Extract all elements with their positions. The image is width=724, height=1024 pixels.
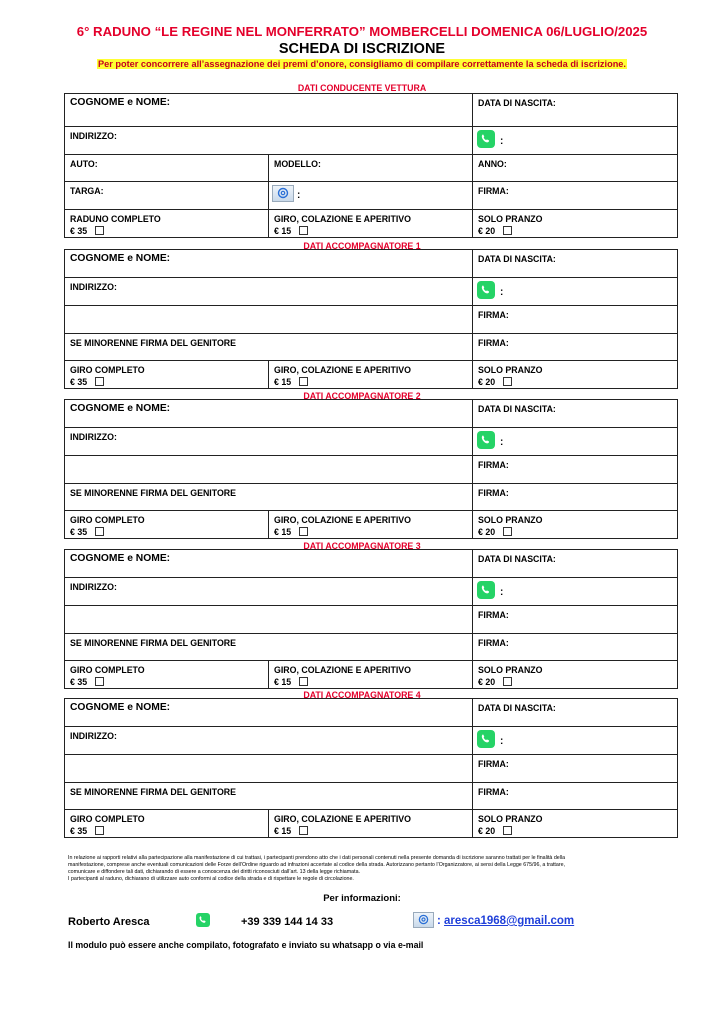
companion-option-tour-label: GIRO, COLAZIONE E APERITIVO bbox=[274, 665, 412, 675]
checkbox[interactable] bbox=[503, 826, 512, 835]
companion-birth-field[interactable] bbox=[473, 550, 678, 578]
companion-name-field[interactable] bbox=[65, 400, 473, 428]
driver-name-field[interactable] bbox=[65, 94, 473, 127]
checkbox[interactable] bbox=[503, 677, 512, 686]
companion-minor-label: SE MINORENNE FIRMA DEL GENITORE bbox=[70, 638, 237, 648]
companion-phone-field[interactable] bbox=[473, 428, 678, 456]
companion-option-lunch-price: € 20 bbox=[478, 826, 496, 836]
companion-option-full bbox=[65, 661, 269, 689]
companion-signature-label: FIRMA: bbox=[478, 460, 509, 470]
companion-signature-label: FIRMA: bbox=[478, 610, 509, 620]
driver-phone-field[interactable] bbox=[473, 127, 678, 155]
companion-name-label: COGNOME e NOME: bbox=[70, 702, 171, 713]
checkbox[interactable] bbox=[299, 527, 308, 536]
checkbox[interactable] bbox=[95, 826, 104, 835]
companion-address-label: INDIRIZZO: bbox=[70, 731, 117, 741]
companion-option-tour-price: € 15 bbox=[274, 826, 292, 836]
companion-signature-label: FIRMA: bbox=[478, 310, 509, 320]
companion-2-form-table bbox=[64, 399, 678, 539]
checkbox[interactable] bbox=[299, 377, 308, 386]
driver-option-full-label: RADUNO COMPLETO bbox=[70, 214, 161, 224]
checkbox[interactable] bbox=[299, 677, 308, 686]
companion-phone-field[interactable] bbox=[473, 727, 678, 755]
driver-phone-colon: : bbox=[500, 136, 504, 147]
companion-option-tour-label: GIRO, COLAZIONE E APERITIVO bbox=[274, 814, 412, 824]
section-title-companion-2: DATI ACCOMPAGNATORE 2 bbox=[303, 391, 421, 401]
driver-plate-field[interactable] bbox=[65, 182, 269, 210]
companion-birth-field[interactable] bbox=[473, 250, 678, 278]
section-title-companion-4: DATI ACCOMPAGNATORE 4 bbox=[303, 690, 421, 700]
companion-option-full-label: GIRO COMPLETO bbox=[70, 814, 145, 824]
companion-option-lunch-price: € 20 bbox=[478, 527, 496, 537]
section-title-driver: DATI CONDUCENTE VETTURA bbox=[297, 83, 427, 93]
companion-1-form-table bbox=[64, 249, 678, 389]
companion-birth-label: DATA DI NASCITA: bbox=[478, 554, 556, 564]
companion-option-lunch-label: SOLO PRANZO bbox=[478, 665, 543, 675]
email-icon bbox=[272, 185, 294, 202]
driver-car-label: AUTO: bbox=[70, 159, 98, 169]
contact-name: Roberto Aresca bbox=[68, 916, 150, 928]
companion-option-full-price: € 35 bbox=[70, 377, 88, 387]
companion-signature-field[interactable] bbox=[473, 755, 678, 783]
companion-name-label: COGNOME e NOME: bbox=[70, 403, 171, 414]
driver-address-field[interactable] bbox=[65, 127, 473, 155]
notice-highlight: Per poter concorrere all’assegnazione dei premi d’onore, consigliamo di compilare correttamente la scheda di iscrizione. bbox=[98, 59, 626, 69]
companion-address-line2[interactable] bbox=[65, 755, 473, 783]
companion-phone-field[interactable] bbox=[473, 278, 678, 306]
companion-minor-field[interactable] bbox=[65, 783, 473, 810]
driver-option-full-price: € 35 bbox=[70, 226, 88, 236]
driver-car-field[interactable] bbox=[65, 155, 269, 182]
companion-address-line2[interactable] bbox=[65, 606, 473, 634]
companion-option-lunch-label: SOLO PRANZO bbox=[478, 814, 543, 824]
checkbox[interactable] bbox=[503, 226, 512, 235]
driver-birth-label: DATA DI NASCITA: bbox=[478, 98, 556, 108]
companion-option-full-label: GIRO COMPLETO bbox=[70, 515, 145, 525]
driver-name-label: COGNOME e NOME: bbox=[70, 97, 171, 108]
info-title: Per informazioni: bbox=[323, 893, 401, 904]
driver-birth-field[interactable] bbox=[473, 94, 678, 127]
footer-note: Il modulo può essere anche compilato, fotografato e inviato su whatsapp o via e-mail bbox=[68, 940, 424, 950]
whatsapp-icon bbox=[477, 431, 495, 449]
companion-option-full-price: € 35 bbox=[70, 826, 88, 836]
privacy-line: I partecipanti al raduno, dichiarano di utilizzare auto conformi al codice della strada e di rispettare le regole di circolazione. bbox=[68, 876, 354, 882]
companion-option-lunch-label: SOLO PRANZO bbox=[478, 365, 543, 375]
companion-name-field[interactable] bbox=[65, 550, 473, 578]
contact-email-prefix: : bbox=[437, 915, 445, 927]
companion-signature-field[interactable] bbox=[473, 606, 678, 634]
companion-address-line2[interactable] bbox=[65, 456, 473, 484]
checkbox[interactable] bbox=[95, 226, 104, 235]
companion-parent-signature-field[interactable] bbox=[473, 334, 678, 361]
driver-plate-label: TARGA: bbox=[70, 186, 104, 196]
companion-parent-signature-field[interactable] bbox=[473, 484, 678, 511]
checkbox[interactable] bbox=[299, 826, 308, 835]
companion-name-field[interactable] bbox=[65, 699, 473, 727]
companion-option-tour-price: € 15 bbox=[274, 677, 292, 687]
driver-option-lunch-label: SOLO PRANZO bbox=[478, 214, 543, 224]
companion-name-label: COGNOME e NOME: bbox=[70, 253, 171, 264]
companion-option-lunch bbox=[473, 511, 678, 539]
companion-parent-signature-label: FIRMA: bbox=[478, 787, 509, 797]
companion-minor-label: SE MINORENNE FIRMA DEL GENITORE bbox=[70, 488, 237, 498]
companion-address-line2[interactable] bbox=[65, 306, 473, 334]
email-icon bbox=[413, 912, 434, 928]
companion-address-label: INDIRIZZO: bbox=[70, 432, 117, 442]
privacy-line: manifestazione, comprese anche eventuali comunicazioni delle Forze dell’Ordine riguardo ad infrazioni accertate al codice della strada. Autorizzano pertanto l’Organizzatore, ai sensi della Legge 675/96, a trattare, bbox=[68, 862, 566, 868]
companion-birth-field[interactable] bbox=[473, 699, 678, 727]
notice-text bbox=[0, 59, 724, 69]
companion-minor-field[interactable] bbox=[65, 334, 473, 361]
driver-option-tour bbox=[269, 210, 473, 238]
driver-option-tour-price: € 15 bbox=[274, 226, 292, 236]
driver-signature-field[interactable] bbox=[473, 182, 678, 210]
whatsapp-icon bbox=[477, 581, 495, 599]
companion-parent-signature-field[interactable] bbox=[473, 634, 678, 661]
companion-option-tour-label: GIRO, COLAZIONE E APERITIVO bbox=[274, 365, 412, 375]
companion-option-lunch-label: SOLO PRANZO bbox=[478, 515, 543, 525]
companion-option-lunch bbox=[473, 810, 678, 838]
companion-name-field[interactable] bbox=[65, 250, 473, 278]
checkbox[interactable] bbox=[95, 677, 104, 686]
whatsapp-icon bbox=[196, 913, 210, 927]
driver-year-label: ANNO: bbox=[478, 159, 507, 169]
companion-address-label: INDIRIZZO: bbox=[70, 282, 117, 292]
companion-option-lunch-price: € 20 bbox=[478, 377, 496, 387]
companion-birth-field[interactable] bbox=[473, 400, 678, 428]
companion-4-form-table bbox=[64, 698, 678, 838]
companion-minor-field[interactable] bbox=[65, 634, 473, 661]
driver-signature-label: FIRMA: bbox=[478, 186, 509, 196]
companion-option-tour bbox=[269, 661, 473, 689]
companion-parent-signature-field[interactable] bbox=[473, 783, 678, 810]
driver-option-lunch bbox=[473, 210, 678, 238]
privacy-notice bbox=[68, 855, 648, 883]
privacy-line: In relazione ai rapporti relativi alla partecipazione alla manifestazione di cui trattasi, i partecipanti prendono atto che i dati personali contenuti nella presente domanda di iscrizione saranno trattati per le finalità della bbox=[68, 855, 566, 861]
driver-option-full bbox=[65, 210, 269, 238]
section-title-companion-1: DATI ACCOMPAGNATORE 1 bbox=[303, 241, 421, 251]
companion-3-form-table bbox=[64, 549, 678, 689]
whatsapp-icon bbox=[477, 281, 495, 299]
contact-phone[interactable]: +39 339 144 14 33 bbox=[241, 916, 334, 928]
companion-option-full bbox=[65, 810, 269, 838]
companion-signature-field[interactable] bbox=[473, 456, 678, 484]
companion-option-tour bbox=[269, 361, 473, 389]
companion-option-lunch bbox=[473, 661, 678, 689]
companion-birth-label: DATA DI NASCITA: bbox=[478, 404, 556, 414]
whatsapp-icon bbox=[477, 130, 495, 148]
driver-address-label: INDIRIZZO: bbox=[70, 131, 117, 141]
driver-year-field[interactable] bbox=[473, 155, 678, 182]
companion-option-tour-price: € 15 bbox=[274, 377, 292, 387]
companion-birth-label: DATA DI NASCITA: bbox=[478, 254, 556, 264]
companion-option-tour-label: GIRO, COLAZIONE E APERITIVO bbox=[274, 515, 412, 525]
checkbox[interactable] bbox=[95, 377, 104, 386]
companion-option-full bbox=[65, 511, 269, 539]
companion-option-tour bbox=[269, 511, 473, 539]
companion-option-full bbox=[65, 361, 269, 389]
companion-option-tour bbox=[269, 810, 473, 838]
driver-email-field[interactable] bbox=[269, 182, 473, 210]
driver-form-table bbox=[64, 93, 678, 238]
companion-address-field[interactable] bbox=[65, 428, 473, 456]
driver-option-tour-label: GIRO, COLAZIONE E APERITIVO bbox=[274, 214, 412, 224]
companion-option-full-price: € 35 bbox=[70, 677, 88, 687]
companion-parent-signature-label: FIRMA: bbox=[478, 488, 509, 498]
checkbox[interactable] bbox=[503, 377, 512, 386]
companion-option-full-label: GIRO COMPLETO bbox=[70, 665, 145, 675]
contact-email bbox=[437, 915, 574, 927]
companion-minor-label: SE MINORENNE FIRMA DEL GENITORE bbox=[70, 787, 237, 797]
companion-phone-colon: : bbox=[500, 437, 504, 448]
companion-option-full-price: € 35 bbox=[70, 527, 88, 537]
companion-address-field[interactable] bbox=[65, 727, 473, 755]
whatsapp-icon bbox=[477, 730, 495, 748]
form-title: SCHEDA DI ISCRIZIONE bbox=[278, 41, 446, 57]
companion-option-lunch-price: € 20 bbox=[478, 677, 496, 687]
checkbox[interactable] bbox=[503, 527, 512, 536]
companion-phone-field[interactable] bbox=[473, 578, 678, 606]
driver-email-colon: : bbox=[297, 190, 301, 201]
companion-minor-label: SE MINORENNE FIRMA DEL GENITORE bbox=[70, 338, 237, 348]
companion-phone-colon: : bbox=[500, 287, 504, 298]
companion-parent-signature-label: FIRMA: bbox=[478, 638, 509, 648]
companion-signature-label: FIRMA: bbox=[478, 759, 509, 769]
event-title: 6° RADUNO “LE REGINE NEL MONFERRATO” MOMBERCELLI DOMENICA 06/LUGLIO/2025 bbox=[76, 24, 648, 39]
companion-address-label: INDIRIZZO: bbox=[70, 582, 117, 592]
driver-model-label: MODELLO: bbox=[274, 159, 321, 169]
companion-name-label: COGNOME e NOME: bbox=[70, 553, 171, 564]
driver-option-lunch-price: € 20 bbox=[478, 226, 496, 236]
companion-address-field[interactable] bbox=[65, 278, 473, 306]
companion-address-field[interactable] bbox=[65, 578, 473, 606]
companion-option-lunch bbox=[473, 361, 678, 389]
companion-birth-label: DATA DI NASCITA: bbox=[478, 703, 556, 713]
companion-phone-colon: : bbox=[500, 736, 504, 747]
companion-signature-field[interactable] bbox=[473, 306, 678, 334]
driver-model-field[interactable] bbox=[269, 155, 473, 182]
checkbox[interactable] bbox=[299, 226, 308, 235]
privacy-line: comunicare e diffondere tali dati, dichiarando di essere a conoscenza dei diritti riconosciuti dall’art. 13 della legge richiamata. bbox=[68, 869, 360, 875]
companion-option-tour-price: € 15 bbox=[274, 527, 292, 537]
companion-parent-signature-label: FIRMA: bbox=[478, 338, 509, 348]
companion-phone-colon: : bbox=[500, 587, 504, 598]
checkbox[interactable] bbox=[95, 527, 104, 536]
section-title-companion-3: DATI ACCOMPAGNATORE 3 bbox=[303, 541, 421, 551]
companion-minor-field[interactable] bbox=[65, 484, 473, 511]
contact-email-link[interactable]: aresca1968@gmail.com bbox=[444, 915, 575, 927]
companion-option-full-label: GIRO COMPLETO bbox=[70, 365, 145, 375]
